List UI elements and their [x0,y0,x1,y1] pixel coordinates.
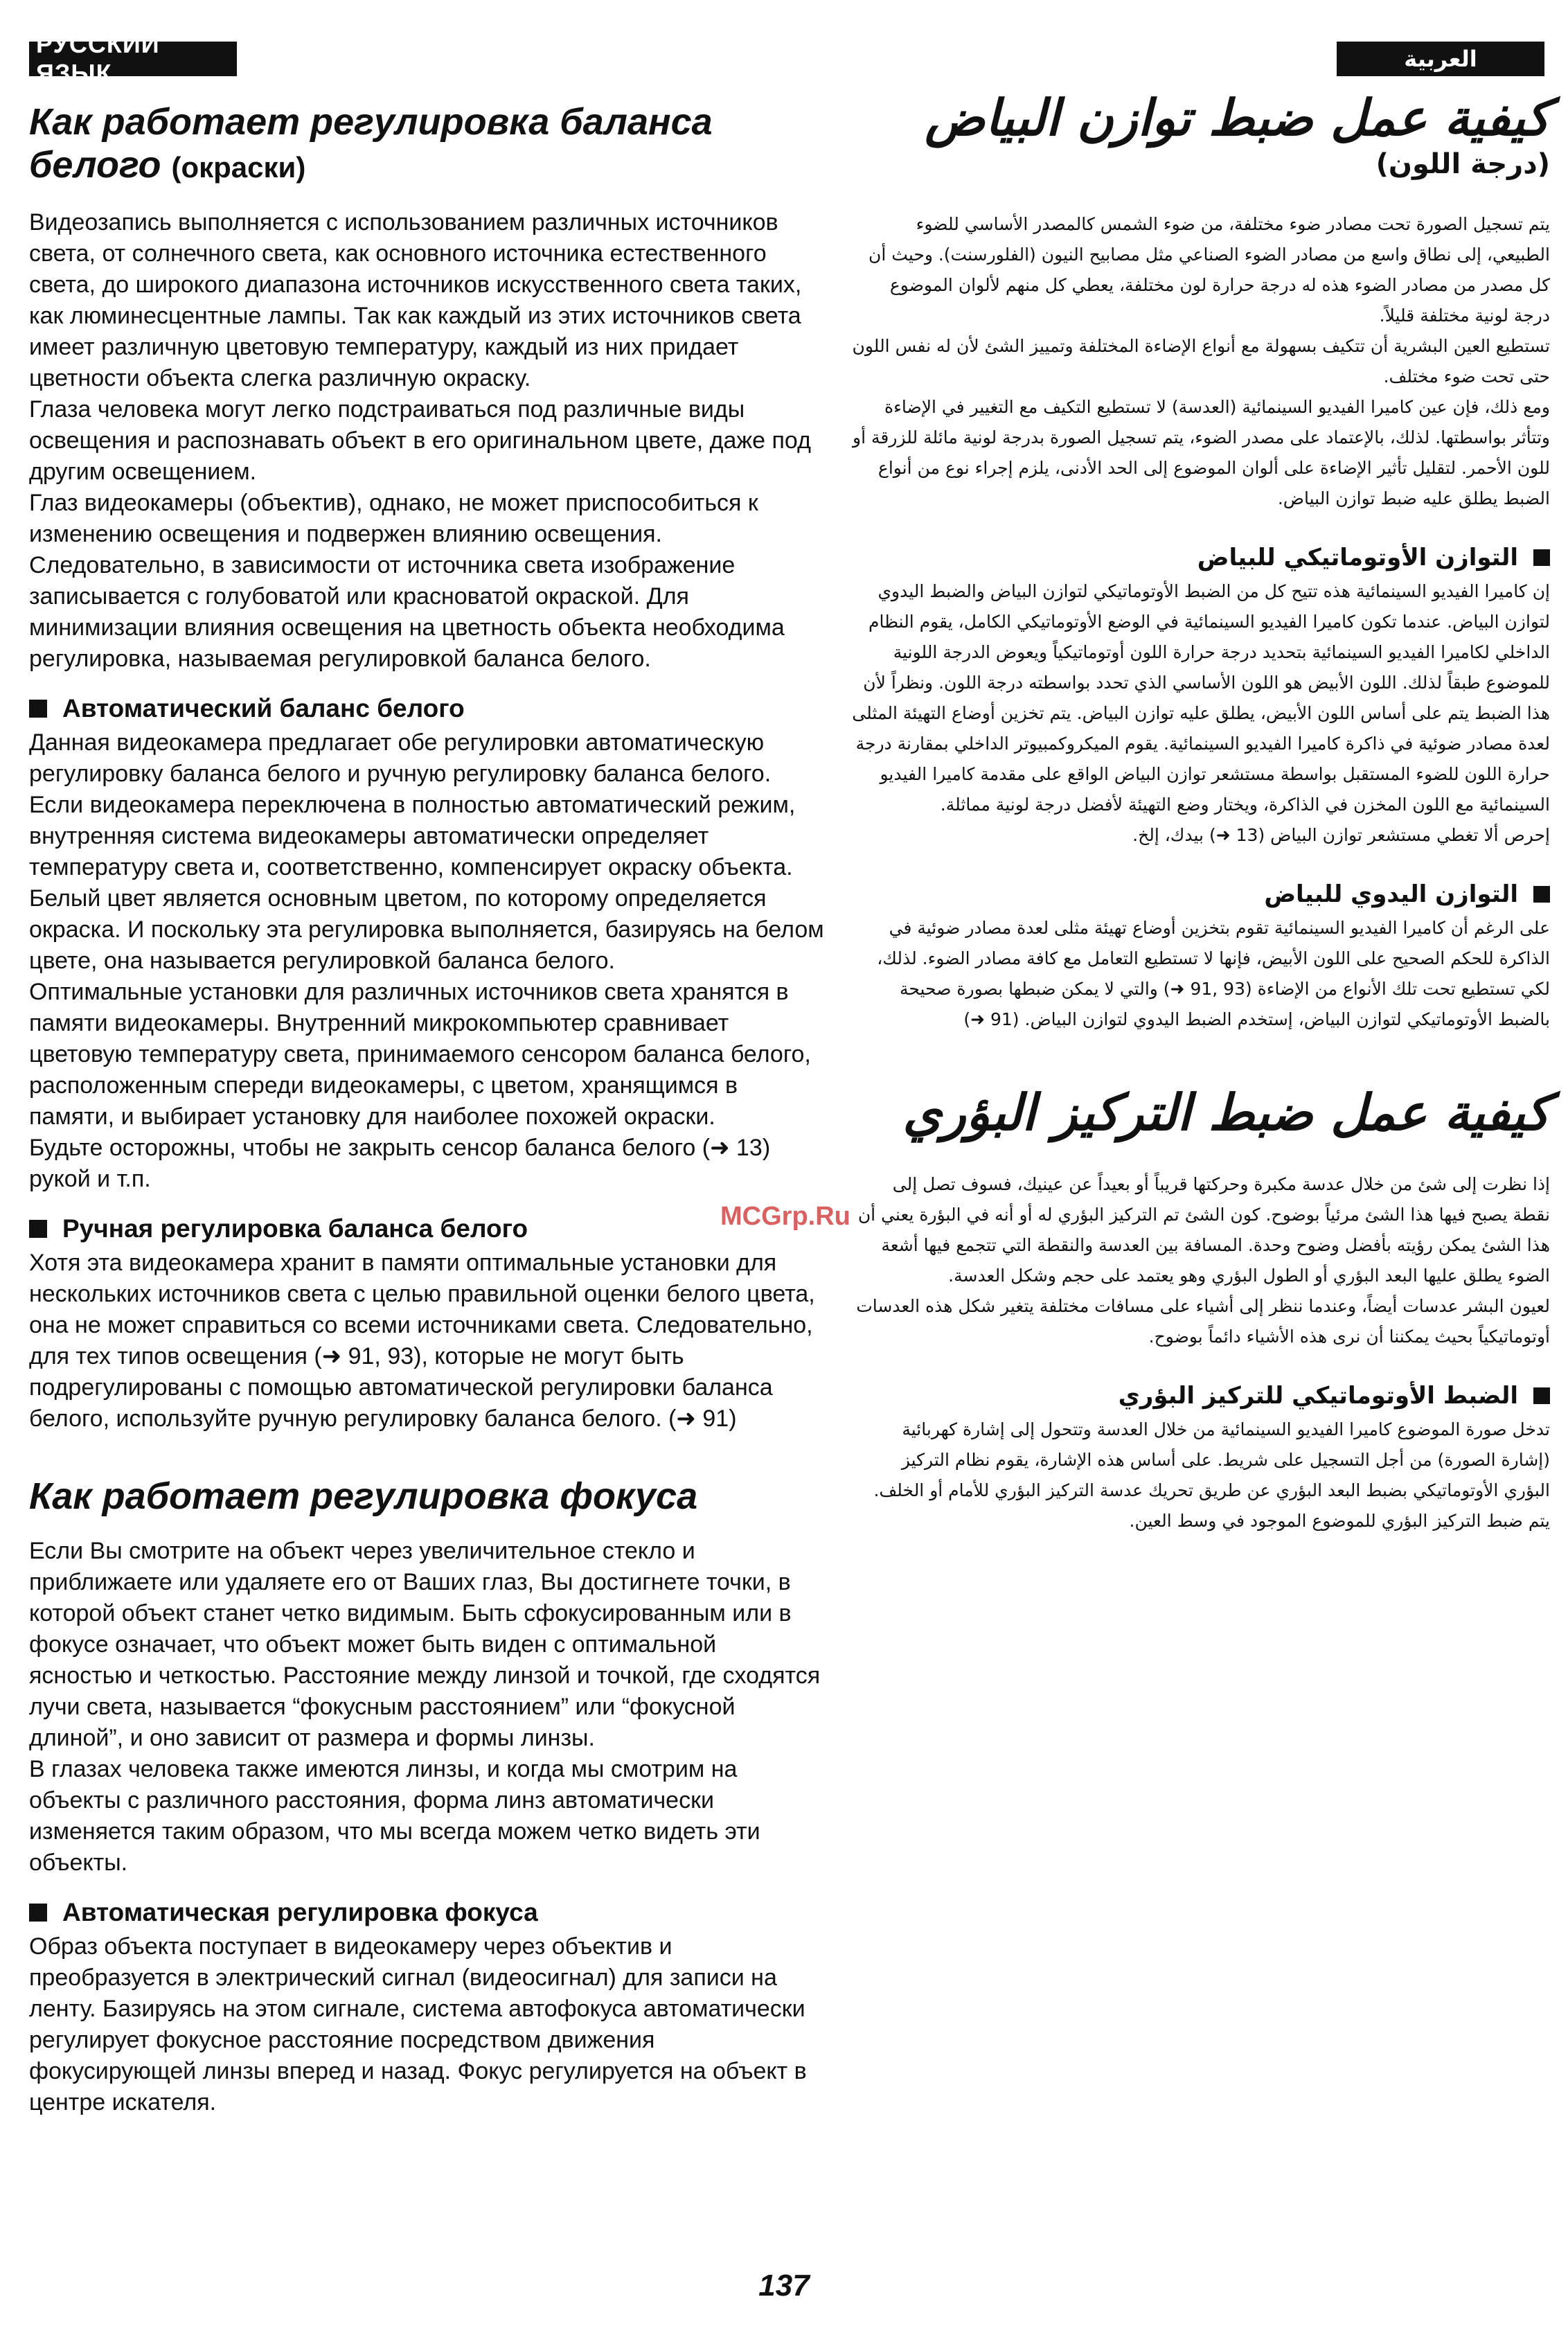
manual-white-balance-body: Хотя эта видеокамера хранит в памяти оптимальные установки для нескольких источников света с целью правильной оценки белого цвета, она не может справиться со всеми источниками света. Следовательно, для тех типов освещения (➜ 91, 93), которые не могут быть подрегулированы с помощью автоматической регулировки баланса белого, используйте ручную регулировку баланса белого. (➜ 91) [29,1250,815,1432]
square-bullet-icon [29,700,47,718]
auto-white-balance-heading [29,693,826,725]
language-tab-russian: РУССКИЙ ЯЗЫК [29,42,237,76]
arabic-auto-white-balance-heading-text: التوازن الأوتوماتيكي للبياض [1197,544,1518,571]
arabic-focus-intro: إذا نظرت إلى شئ من خلال عدسة مكبرة وحركتها قريباً أو بعيداً عن عينيك، فسوف تصل إلى نقطة يصبح فيها هذا الشئ مرئياً بوضوح. كون الشئ تم التركيز البؤري له أو أنه في البؤرة يعني أن هذا الشئ يمكن رؤيته بأفضل وضوح وحدة. المسافة بين العدسة والنقطة التي تتجمع فيها أشعة الضوء يطلق عليها البعد البؤري أو الطول البؤري وهو يعتمد على حجم وشكل العدسة. لعيون البشر عدسات أيضاً، وعندما ننظر إلى أشياء على مسافات مختلفة يتغير شكل هذه العدسات أوتوماتيكياً بحيث يمكننا أن نرى هذه الأشياء دائماً بوضوح. [856,1174,1550,1347]
auto-white-balance-heading-text: Автоматический баланс белого [62,694,465,722]
focus-intro: Если Вы смотрите на объект через увеличительное стекло и приближаете или удаляете его от Ваших глаз, Вы достигнете точки, в которой объект станет четко видимым. Быть сфокусированным или в фокусе означает, что объект может быть виден с оптимальной ясностью и четкостью. Расстояние между линзой и точкой, где сходятся лучи света, называется “фокусным расстоянием” или “фокусной длиной”, и оно зависит от размера и формы линзы. В глазах человека также имеются линзы, и когда мы смотрим на объекты с различного расстояния, форма линз автоматически изменяется таким образом, что мы всегда можем четко видеть эти объекты. [29,1538,821,1876]
arabic-auto-focus-body: تدخل صورة الموضوع كاميرا الفيديو السينمائية من خلال العدسة وتتحول إلى إشارة كهربائية (إشارة الصورة) من أجل التسجيل على شريط. على أساس هذه الإشارة، يقوم نظام التركيز البؤري الأوتوماتيكي بضبط البعد البؤري عن طريق تحريك عدسة التركيز البؤري للأمام أو الخلف. يتم ضبط التركيز البؤري للموضوع الموجود في وسط العين. [873,1419,1550,1531]
arabic-auto-white-balance-heading [850,540,1550,575]
arabic-column [850,89,1550,1536]
manual-white-balance-heading-text: Ручная регулировка баланса белого [62,1214,528,1243]
arabic-manual-white-balance-body: على الرغم أن كاميرا الفيديو السينمائية تقوم بتخزين أوضاع تهيئة مثلى لعدة مصادر ضوئية في الذاكرة للحكم الصحيح على اللون الأبيض، فإنها لا تستطيع التعامل مع كافة مصادر الضوء. لذلك، لكي تستطيع تحت تلك الأنواع من الإضاءة (93 ,91 ➜) والتي لا يمكن ضبطها بصورة صحيحة بالضبط الأوتوماتيكي لتوازن البياض، إستخدم الضبط اليدوي لتوازن البياض. (91 ➜) [877,918,1550,1029]
auto-focus-heading [29,1897,826,1928]
arabic-focus-title: كيفية عمل ضبط التركيز البؤري [902,1083,1550,1142]
language-tab-arabic: العربية [1337,42,1544,76]
arabic-white-balance-subtitle: (درجة اللون) [1375,148,1550,180]
focus-title: Как работает регулировка фокуса [29,1475,698,1517]
arabic-manual-white-balance-heading [850,877,1550,912]
arabic-manual-white-balance-heading-text: التوازن اليدوي للبياض [1264,880,1518,908]
page-number: 137 [758,2269,810,2303]
square-bullet-icon [29,1904,47,1922]
white-balance-title-text: Как работает регулировка баланса белого [29,101,713,186]
square-bullet-icon [1533,549,1550,566]
manual-white-balance-heading [29,1213,826,1245]
arabic-white-balance-title: كيفية عمل ضبط توازن البياض [925,89,1550,147]
auto-white-balance-body: Данная видеокамера предлагает обе регулировки автоматическую регулировку баланса белого и ручную регулировку баланса белого. Если видеокамера переключена в полностью автоматический режим, внутренняя система видеокамеры автоматически определяет температуру света и, соответственно, компенсирует окраску объекта. Белый цвет является основным цветом, по которому определяется окраска. И поскольку эта регулировка выполняется, базируясь на белом цвете, она называется регулировкой баланса белого. Оптимальные установки для различных источников света хранятся в памяти видеокамеры. Внутренний микрокомпьютер сравнивает цветовую температуру света, принимаемого сенсором баланса белого, расположенным спереди видеокамеры, с цветом, хранящимся в памяти, и выбирает установку для наиболее похожей окраски. Будьте осторожны, чтобы не закрыть сенсор баланса белого (➜ 13) рукой и т.п. [29,729,824,1192]
auto-focus-body: Образ объекта поступает в видеокамеру через объектив и преобразуется в электрический сигнал (видеосигнал) для записи на ленту. Базируясь на этом сигнале, система автофокуса автоматически регулирует фокусное расстояние посредством движения фокусирующей линзы вперед и назад. Фокус регулируется на объект в центре искателя. [29,1933,807,2115]
arabic-auto-focus-heading-text: الضبط الأوتوماتيكي للتركيز البؤري [1118,1382,1518,1410]
square-bullet-icon [1533,1387,1550,1404]
white-balance-intro: Видеозапись выполняется с использованием различных источников света, от солнечного света, как основного источника естественного света, до широкого диапазона источников искусственного света таких, как люминесцентные лампы. Так как каждый из этих источников света имеет различную цветовую температуру, каждый из них придает цветности объекта слегка различную окраску. Глаза человека могут легко подстраиваться под различные виды освещения и распознавать объект в его оригинальном цвете, даже под другим освещением. Глаз видеокамеры (объектив), однако, не может приспособиться к изменению освещения и подвержен влиянию освещения. Следовательно, в зависимости от источника света изображение записывается с голубоватой или красноватой окраской. Для минимизации влияния освещения на цветность объекта необходима регулировка, называемая регулировкой баланса белого. [29,209,811,672]
arabic-auto-white-balance-body: إن كاميرا الفيديو السينمائية هذه تتيح كل من الضبط الأوتوماتيكي لتوازن البياض والضبط اليدوي لتوازن البياض. عندما تكون كاميرا الفيديو السينمائية في الوضع الأوتوماتيكي الكامل، يقوم النظام الداخلي لكاميرا الفيديو السينمائية بتحديد درجة حرارة اللون أوتوماتيكياً ويعوض الدرجة اللونية للموضوع طبقاً لذلك. اللون الأبيض هو اللون الأساسي الذي تحدد بواسطته درجة اللون. ونظراً لأن هذا الضبط يتم على أساس اللون الأبيض، يطلق عليه توازن البياض. يتم تخزين أوضاع التهيئة المثلى لعدة مصادر ضوئية في ذاكرة كاميرا الفيديو السينمائية. يقوم الميكروكمبيوتر الداخلي بمقارنة درجة حرارة اللون للضوء المستقبل بواسطة مستشعر توازن البياض الواقع على مقدمة كاميرا الفيديو السينمائية مع اللون المخزن في الذاكرة، ويختار وضع التهيئة لأفضل درجة لونية مماثلة. إحرص ألا تغطي مستشعر توازن البياض (13 ➜) بيدك، إلخ. [852,581,1550,845]
watermark: MCGrp.Ru [720,1202,850,1231]
arabic-auto-focus-heading [850,1378,1550,1413]
white-balance-title-sub: (окраски) [171,151,306,184]
white-balance-title [29,100,826,189]
auto-focus-heading-text: Автоматическая регулировка фокуса [62,1898,538,1926]
arabic-white-balance-intro: يتم تسجيل الصورة تحت مصادر ضوء مختلفة، من ضوء الشمس كالمصدر الأساسي للضوء الطبيعي، إلى نطاق واسع من مصادر الضوء الصناعي مثل مصابيح النيون (الفلورسنت). وحيث أن كل مصدر من مصادر الضوء هذه له درجة حرارة لون مختلفة، يعطي كل منهم لألوان الموضوع درجة لونية مختلفة قليلاً. تستطيع العين البشرية أن تتكيف بسهولة مع أنواع الإضاءة المختلفة وتمييز الشئ لأن له نفس اللون حتى تحت ضوء مختلف. ومع ذلك، فإن عين كاميرا الفيديو السينمائية (العدسة) لا تستطيع التكيف مع التغيير في الإضاءة وتتأثر بواسطتها. لذلك، بالإعتماد على مصدر الضوء، يتم تسجيل الصورة بدرجة لونية مائلة للزرقة أو للون الأحمر. لتقليل تأثير الإضاءة على ألوان الموضوع إلى الحد الأدنى، يلزم إجراء نوع من أنواع الضبط يطلق عليه ضبط توازن البياض. [852,214,1550,508]
square-bullet-icon [1533,886,1550,903]
square-bullet-icon [29,1220,47,1238]
russian-column [29,100,826,2118]
